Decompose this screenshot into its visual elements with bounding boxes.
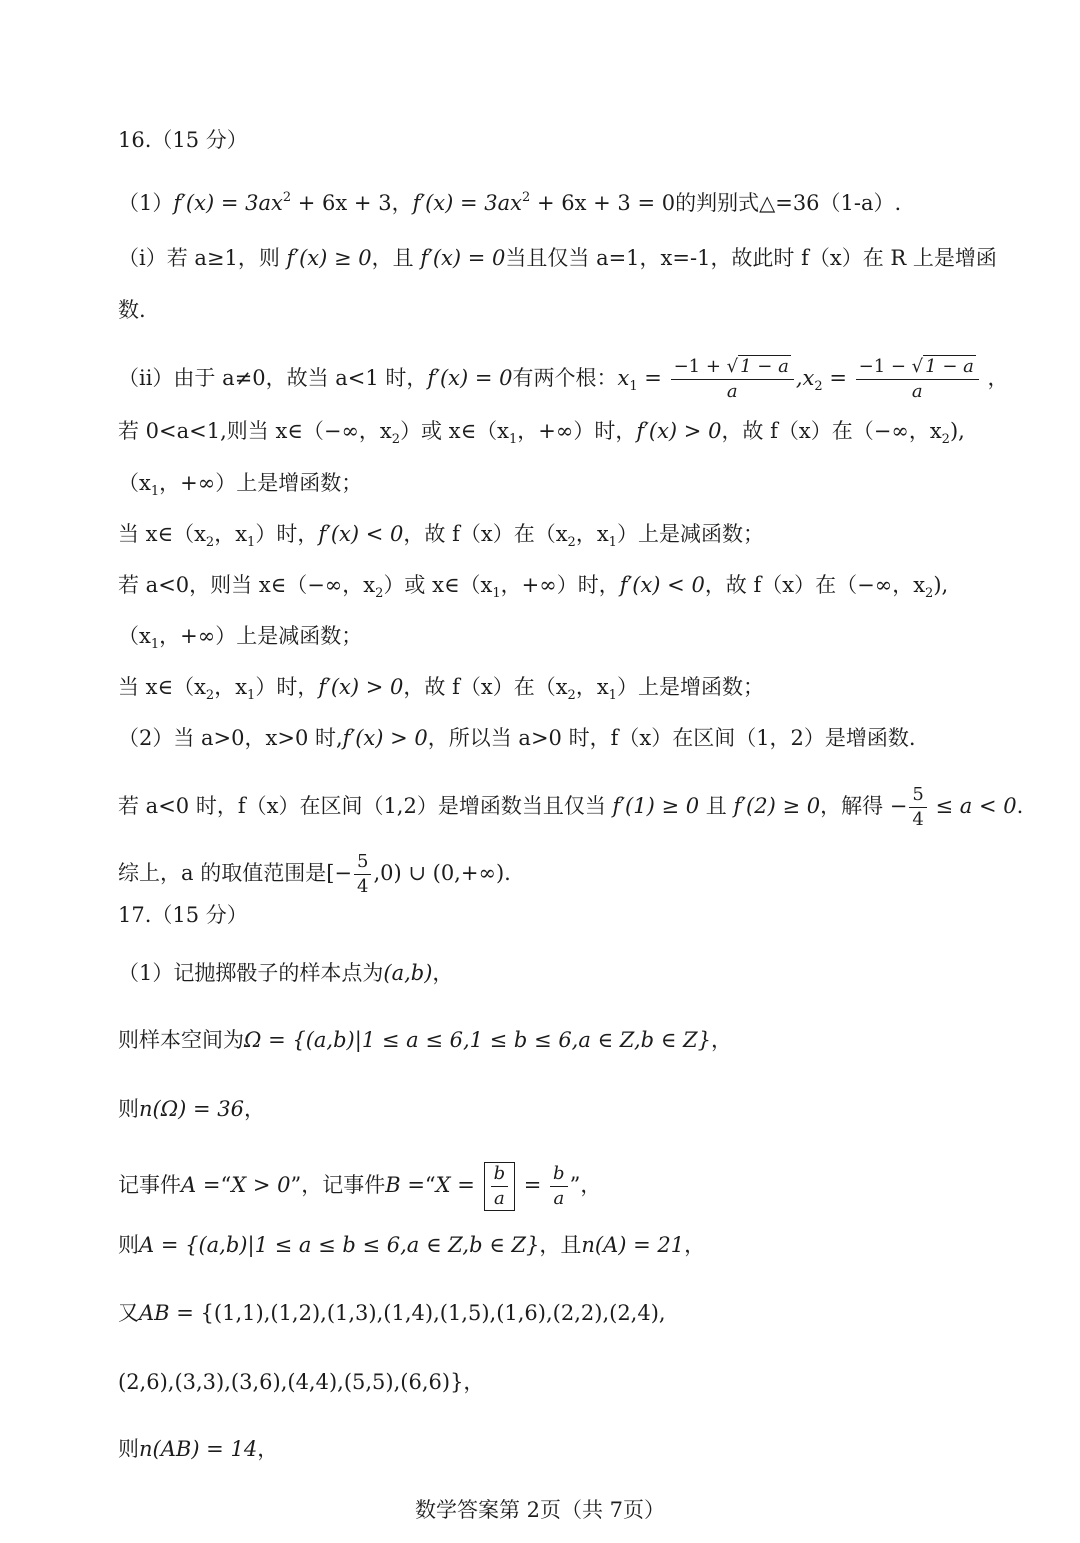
- q16-line-0-a-1: 若 0<a<1,则当 x∈（−∞，$x_2$）或 $x\in(x_1$，+∞）时，f′(x) > 0，故 f（x）在（−∞，$x_2$),: [118, 419, 965, 447]
- root-x1-fraction: $\frac{-1 + √ 1 - a}{a}$: [671, 355, 794, 404]
- q17-line-events: 记事件A =“X > 0”，记事件B =“X = $\frac{b}{a}$ = $\frac{b}{a}$ ”，: [118, 1163, 602, 1209]
- q16-line-decreasing-2: （$x_1$，+∞）上是减函数；: [118, 624, 363, 652]
- q17-line-n-ab: 则n(AB) = 14，: [118, 1437, 279, 1461]
- q16-heading: 16.（15 分）: [118, 128, 248, 152]
- q16-line-conclusion: 综上，a 的取值范围是[− $\frac{5}{4}$ ,0) ∪ (0,+∞).: [118, 851, 511, 897]
- page-footer: 数学答案第 2页（共 7页）: [414, 1498, 666, 1522]
- q16-line-case-i-cont: 数.: [118, 298, 146, 322]
- q17-heading: 17.（15 分）: [118, 903, 248, 927]
- q16-line-part-2: （2）当 a>0，x>0 时,f′(x) > 0，所以当 a>0 时，f（x）在区间（1，2）是增函数.: [118, 726, 916, 750]
- q16-line-increasing-2: 当 $x\in(x_2$，$x_1$）时，f′(x) > 0，故 f（x）在（$x_2$，$x_1$）上是增函数；: [118, 675, 764, 703]
- fraction-5-4-range: $\frac{5}{4}$: [354, 850, 371, 899]
- q17-line-event-a: 则A = {(a,b)|1 ≤ a ≤ b ≤ 6,a ∈ Z,b ∈ Z}，且n(A) = 21，: [118, 1233, 706, 1257]
- q17-line-n-omega: 则n(Ω) = 36，: [118, 1097, 265, 1121]
- q16-line-case-i: （i）若 a≥1，则 f′(x) ≥ 0，且 f′(x) = 0当且仅当 a=1，x=-1，故此时 f（x）在 R 上是增函: [118, 246, 997, 270]
- fraction-b-a: $\frac{b}{a}$: [550, 1162, 568, 1211]
- q17-line-ab-set-cont: (2,6),(3,3),(3,6),(4,4),(5,5),(6,6)}，: [118, 1370, 485, 1394]
- q16-line-a-negative: 若 a<0，则当 x∈（−∞，$x_2$）或 $x\in(x_1$，+∞）时，f′(x) < 0，故 f（x）在（−∞，$x_2$),: [118, 573, 949, 601]
- q17-line-sample-space: 则样本空间为Ω = {(a,b)|1 ≤ a ≤ 6,1 ≤ b ≤ 6,a ∈ Z,b ∈ Z}，: [118, 1028, 732, 1052]
- fraction-5-4: $\frac{5}{4}$: [909, 783, 926, 832]
- floor-bracket: $\frac{b}{a}$: [484, 1162, 516, 1211]
- q16-line-derivative: $(1)f'(x) = 3ax^2 + 6x + 3$，$f'(x) = 3ax^2 + 6x + 3 = 0$的判别式△=36（1-a）.: [118, 190, 902, 215]
- q17-line-ab-set: 又AB = {(1,1),(1,2),(1,3),(1,4),(1,5),(1,6),(2,2),(2,4),: [118, 1301, 666, 1325]
- q16-line-a-neg-interval: 若 a<0 时，f（x）在区间（1,2）是增函数当且仅当 f′(1) ≥ 0 且 f′(2) ≥ 0，解得 − $\frac{5}{4}$ ≤ a < 0.: [118, 784, 1024, 830]
- q16-line-case-ii-roots: （ii）由于 a≠0，故当 a<1 时，f′(x) = 0有两个根：$x_1$ = $\frac{-1 + √ 1 - a}{a}$ $,x_2$ = $\frac{-1 - √ 1 - a}{a}$ ，: [118, 356, 1009, 402]
- q17-line-sample-point: （1）记抛掷骰子的样本点为(a,b)，: [118, 961, 454, 985]
- q16-line-decreasing: 当 $x\in(x_2$，$x_1$）时，f′(x) < 0，故 f（x）在（$x_2$，$x_1$）上是减函数；: [118, 522, 764, 550]
- root-x2-fraction: $\frac{-1 - √ 1 - a}{a}$: [856, 355, 979, 404]
- q16-line-increasing: （$x_1$，+∞）上是增函数；: [118, 471, 363, 499]
